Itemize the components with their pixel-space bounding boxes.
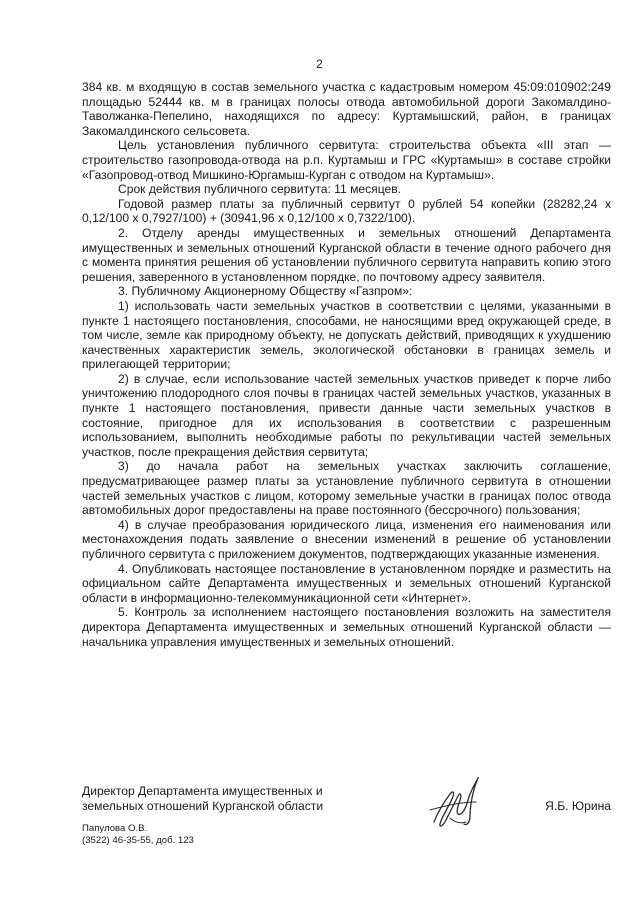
paragraph-item-4: 4. Опубликовать настоящее постановление в установленном порядке и разместить на официальном сайте Департамента имущественных и земельных отношений Курганской области в информационно-телекоммуникационной сети «Интернет».	[82, 561, 611, 605]
paragraph-item-3-2: 2) в случае, если использование частей земельных участков приведет к порче либо уничтожению плодородного слоя почвы в границах частей земельных участков, указанных в пункте 1 настоящего постановления, привести данные части земельных участков в состояние, пригодное для их использования в соответствии с разрешенным использованием, выполнить необходимые работы по рекультивации частей земельных участков, после прекращения действия сервитута;	[82, 371, 611, 459]
paragraph-item-5: 5. Контроль за исполнением настоящего постановления возложить на заместителя директора Департамента имущественных и земельных отношений Курганской области — начальника управления имущественных и земельных отношений.	[82, 605, 611, 649]
signatory-position-line-1: Директор Департамента имущественных и	[82, 784, 323, 798]
signatory-position	[82, 784, 382, 814]
executor-name: Папулова О.В.	[82, 823, 148, 834]
paragraph-servitude-purpose: Цель установления публичного сервитута: строительства объекта «III этап — строительство газопровода-отвода на р.п. Куртамыш и ГРС «Куртамыш» в составе стройки «Газопровод-отвод Мишкино-Юргамыш-Курган с отводом на Куртамыш».	[82, 138, 611, 182]
handwritten-signature-icon	[420, 772, 490, 834]
paragraph-item-3-4: 4) в случае преобразования юридического лица, изменения его наименования или местонахождения подать заявление о внесении изменений в решение об установлении публичного сервитута с приложением документов, подтверждающих указанные изменения.	[82, 517, 611, 561]
paragraph-land-plot: 384 кв. м входящую в состав земельного участка с кадастровым номером 45:09:010902:249 площадью 52444 кв. м в границах полосы отвода автомобильной дороги Закомалдино-Таволжанка-Пепелино, находящихся по адресу: Куртамышский, район, в границах Закомалдинского сельсовета.	[82, 80, 611, 138]
paragraph-item-3-1: 1) использовать части земельных участков в соответствии с целями, указанными в пункте 1 настоящего постановления, способами, не наносящими вред окружающей среде, в том числе, земле как природному объекту, не допускать действий, приводящих к ухудшению качественных характеристик земель, экологической обстановки в границах земель и прилегающей территории;	[82, 298, 611, 372]
paragraph-servitude-term: Срок действия публичного сервитута: 11 месяцев.	[118, 182, 402, 197]
executor-info	[82, 823, 194, 847]
paragraph-annual-fee: Годовой размер платы за публичный сервитут 0 рублей 54 копейки (28282,24 х 0,12/100 х 0,7927/100) + (30941,96 х 0,12/100 х 0,7322/100).	[82, 196, 611, 226]
paragraph-item-3-3: 3) до начала работ на земельных участках заключить соглашение, предусматривающее размер платы за установление публичного сервитута в отношении частей земельных участков с лицом, которому земельные участки в границах полос отвода автомобильных дорог предоставлены на праве постоянного (бессрочного) пользования;	[82, 459, 611, 518]
signatory-name: Я.Б. Юрина	[545, 799, 611, 813]
page-number: 2	[316, 57, 323, 71]
signatory-position-line-2: земельных отношений Курганской области	[82, 799, 324, 813]
paragraph-item-3: 3. Публичному Акционерному Обществу «Газпром»:	[118, 284, 413, 299]
document-body	[82, 80, 611, 649]
executor-phone: (3522) 46-35-55, доб. 123	[82, 835, 194, 846]
paragraph-item-2: 2. Отделу аренды имущественных и земельных отношений Департамента имущественных и земельных отношений Курганской области в течение одного рабочего дня с момента принятия решения об установлении публичного сервитута направить копию этого решения, заверенного в установленном порядке, по почтовому адресу заявителя.	[82, 225, 611, 284]
